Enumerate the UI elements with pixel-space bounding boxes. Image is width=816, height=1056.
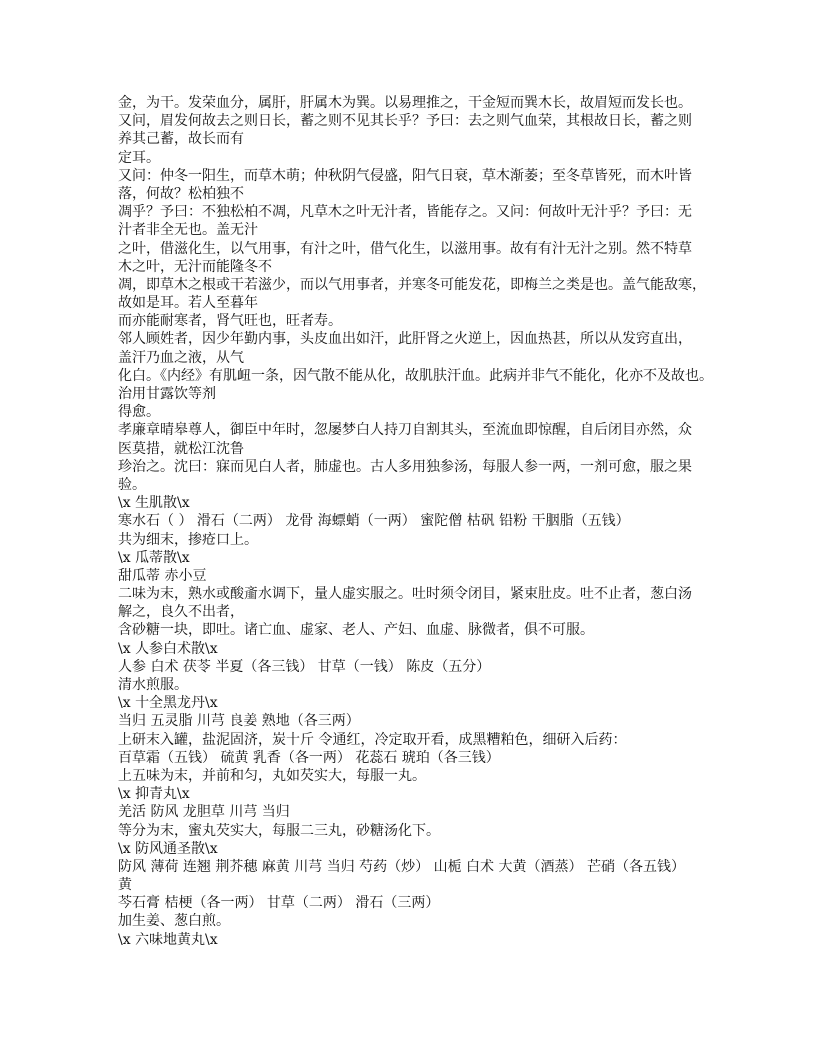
text-line: 孝廉章晴皋尊人，御臣中年时，忽屡梦白人持刀自割其头，至流血即惊醒，自后闭目亦然，众 [118,422,692,439]
text-line: 凋乎？予曰：不独松柏不凋，凡草木之叶无汁者，皆能存之。又问：何故叶无汁乎？予曰：无 [118,204,692,221]
text-line: 邻人顾姓者，因少年勤内事，头皮血出如汗，此肝肾之火逆上，因血热甚，所以从发窍直出， [118,331,692,348]
text-line: 得愈。 [118,404,160,421]
text-line: 又问：仲冬一阳生，而草木萌；仲秋阴气侵盛，阳气日衰，草木渐萎；至冬草皆死，而木叶皆 [118,167,692,184]
text-line: 盖汗乃血之液，从气 [118,349,244,366]
text-line: 人参 白术 茯苓 半夏（各三钱） 甘草（一钱） 陈皮（五分） [118,658,491,675]
text-line: 上五味为末，并前和匀，丸如芡实大，每服一丸。 [118,767,426,784]
text-line: \x 防风通圣散\x [118,840,218,857]
text-line: 珍治之。沈曰：寐而见白人者，肺虚也。古人多用独参汤，每服人参一两，一剂可愈，服之果 [118,458,692,475]
text-line: 芩石膏 桔梗（各一两） 甘草（二两） 滑石（三两） [118,895,440,912]
text-line: \x 瓜蒂散\x [118,549,190,566]
text-line: 又问，眉发何故去之则日长，蓄之则不见其长乎？予曰：去之则气血荣，其根故日长，蓄之则 [118,113,692,130]
text-line: 落，何故？松柏独不 [118,185,244,202]
text-line: 黄 [118,877,132,894]
text-line: \x 十全黑龙丹\x [118,695,218,712]
text-line: 上研末入罐，盐泥固济，炭十斤 令通红，冷定取开看，成黑糟粕色，细研入后药： [118,731,627,748]
text-line: 凋，即草木之根或干若滋少，而以气用事者，并寒冬可能发花，即梅兰之类是也。盖气能敌寒， [118,276,706,293]
text-line: 甜瓜蒂 赤小豆 [118,567,207,584]
text-line: 解之，良久不出者， [118,604,244,621]
text-line: 二味为末，熟水或酸齑水调下，量人虚实服之。吐时须令闭目，紧束肚皮。吐不止者，葱白汤 [118,586,692,603]
text-line: 定耳。 [118,149,160,166]
text-line: 百草霜（五钱） 硫黄 乳香（各一两） 花蕊石 琥珀（各三钱） [118,749,500,766]
text-line: 含砂糖一块，即吐。诸亡血、虚家、老人、产妇、血虚、脉微者，俱不可服。 [118,622,594,639]
text-line: 防风 薄荷 连翘 荆芥穗 麻黄 川芎 当归 芍药（炒） 山栀 白术 大黄（酒蒸） 芒硝（各五钱） [118,858,685,875]
text-line: 加生姜、葱白煎。 [118,913,230,930]
text-line: 清水煎服。 [118,677,188,693]
text-line: 养其己蓄，故长而有 [118,131,244,148]
text-line: \x 抑青丸\x [118,786,190,803]
text-line: \x 生肌散\x [118,495,190,512]
text-line: 金，为干。发荣血分，属肝，肝属木为巽。以易理推之，干金短而巽木长，故眉短而发长也。 [118,95,692,111]
text-line: 验。 [118,476,146,493]
text-line: 治用甘露饮等剂 [118,386,216,402]
text-line: 等分为末，蜜丸芡实大，每服二三丸，砂糖汤化下。 [118,822,440,839]
text-line: 而亦能耐寒者，肾气旺也，旺者寿。 [118,313,342,330]
text-line: 当归 五灵脂 川芎 良姜 熟地（各三两） [118,713,360,730]
text-line: 化白。《内经》有肌衄一条，因气散不能从化，故肌肤汗血。此病并非气不能化，化亦不及故也。 [118,367,713,384]
text-line: \x 六味地黄丸\x [118,931,218,948]
text-line: 寒水石（ ） 滑石（二两） 龙骨 海螵蛸（一两） 蜜陀僧 枯矾 铅粉 干胭脂（五钱） [118,513,630,530]
text-line: 共为细末，掺疮口上。 [118,531,258,548]
text-line: 之叶，借滋化生，以气用事，有汁之叶，借气化生，以滋用事。故有有汁无汁之别。然不特草 [118,240,692,257]
text-line: \x 人参白术散\x [118,640,218,657]
text-line: 羌活 防风 龙胆草 川芎 当归 [118,804,290,821]
text-line: 医莫措，就松江沈鲁 [118,440,244,457]
document-page [118,94,713,949]
text-line: 汁者非全无也。盖无汁 [118,222,258,239]
text-line: 木之叶，无汁而能隆冬不 [118,258,272,275]
text-line: 故如是耳。若人至暮年 [118,295,258,312]
